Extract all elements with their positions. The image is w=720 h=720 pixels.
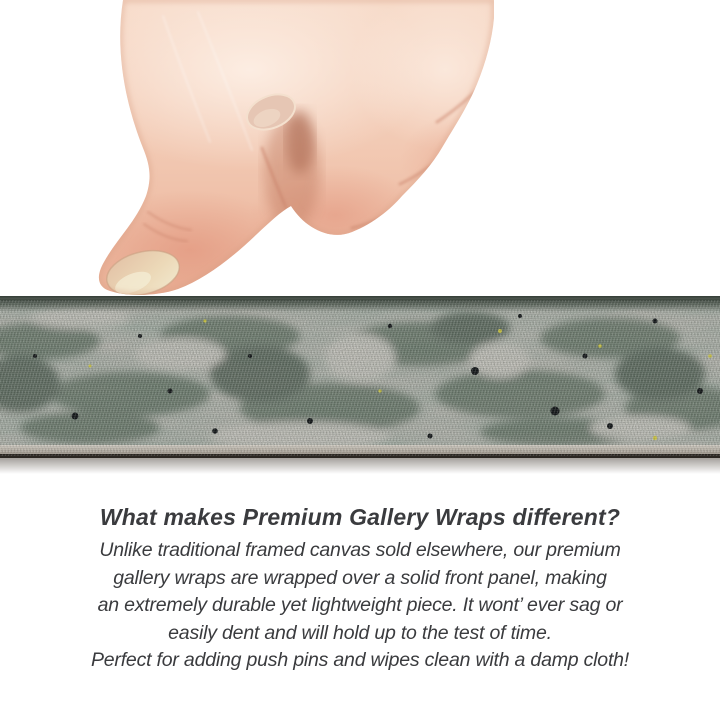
copy-line-2: gallery wraps are wrapped over a solid front panel, making [113,566,607,589]
marketing-copy [0,502,720,675]
hand-pressing-photo [0,0,720,300]
canvas-bottom-dark-line [0,454,720,458]
crease-core-shadow [286,110,314,174]
copy-line-3: an extremely durable yet lightweight piece. It wont’ ever sag or [97,594,623,616]
copy-line-1: Unlike traditional framed canvas sold elsewhere, our premium [99,539,621,561]
canvas-top-edge [0,296,720,312]
canvas-grain-texture [0,299,720,454]
copy-heading: What makes Premium Gallery Wraps different? [99,504,621,530]
canvas-edge-photo [0,296,720,476]
copy-line-4: easily dent and will hold up to the test of time. [168,621,552,644]
canvas-bottom-bevel [0,445,720,454]
copy-line-5: Perfect for adding push pins and wipes clean with a damp cloth! [90,649,630,671]
lower-knuckle-shading [400,115,520,205]
canvas-drop-shadow [0,458,720,474]
